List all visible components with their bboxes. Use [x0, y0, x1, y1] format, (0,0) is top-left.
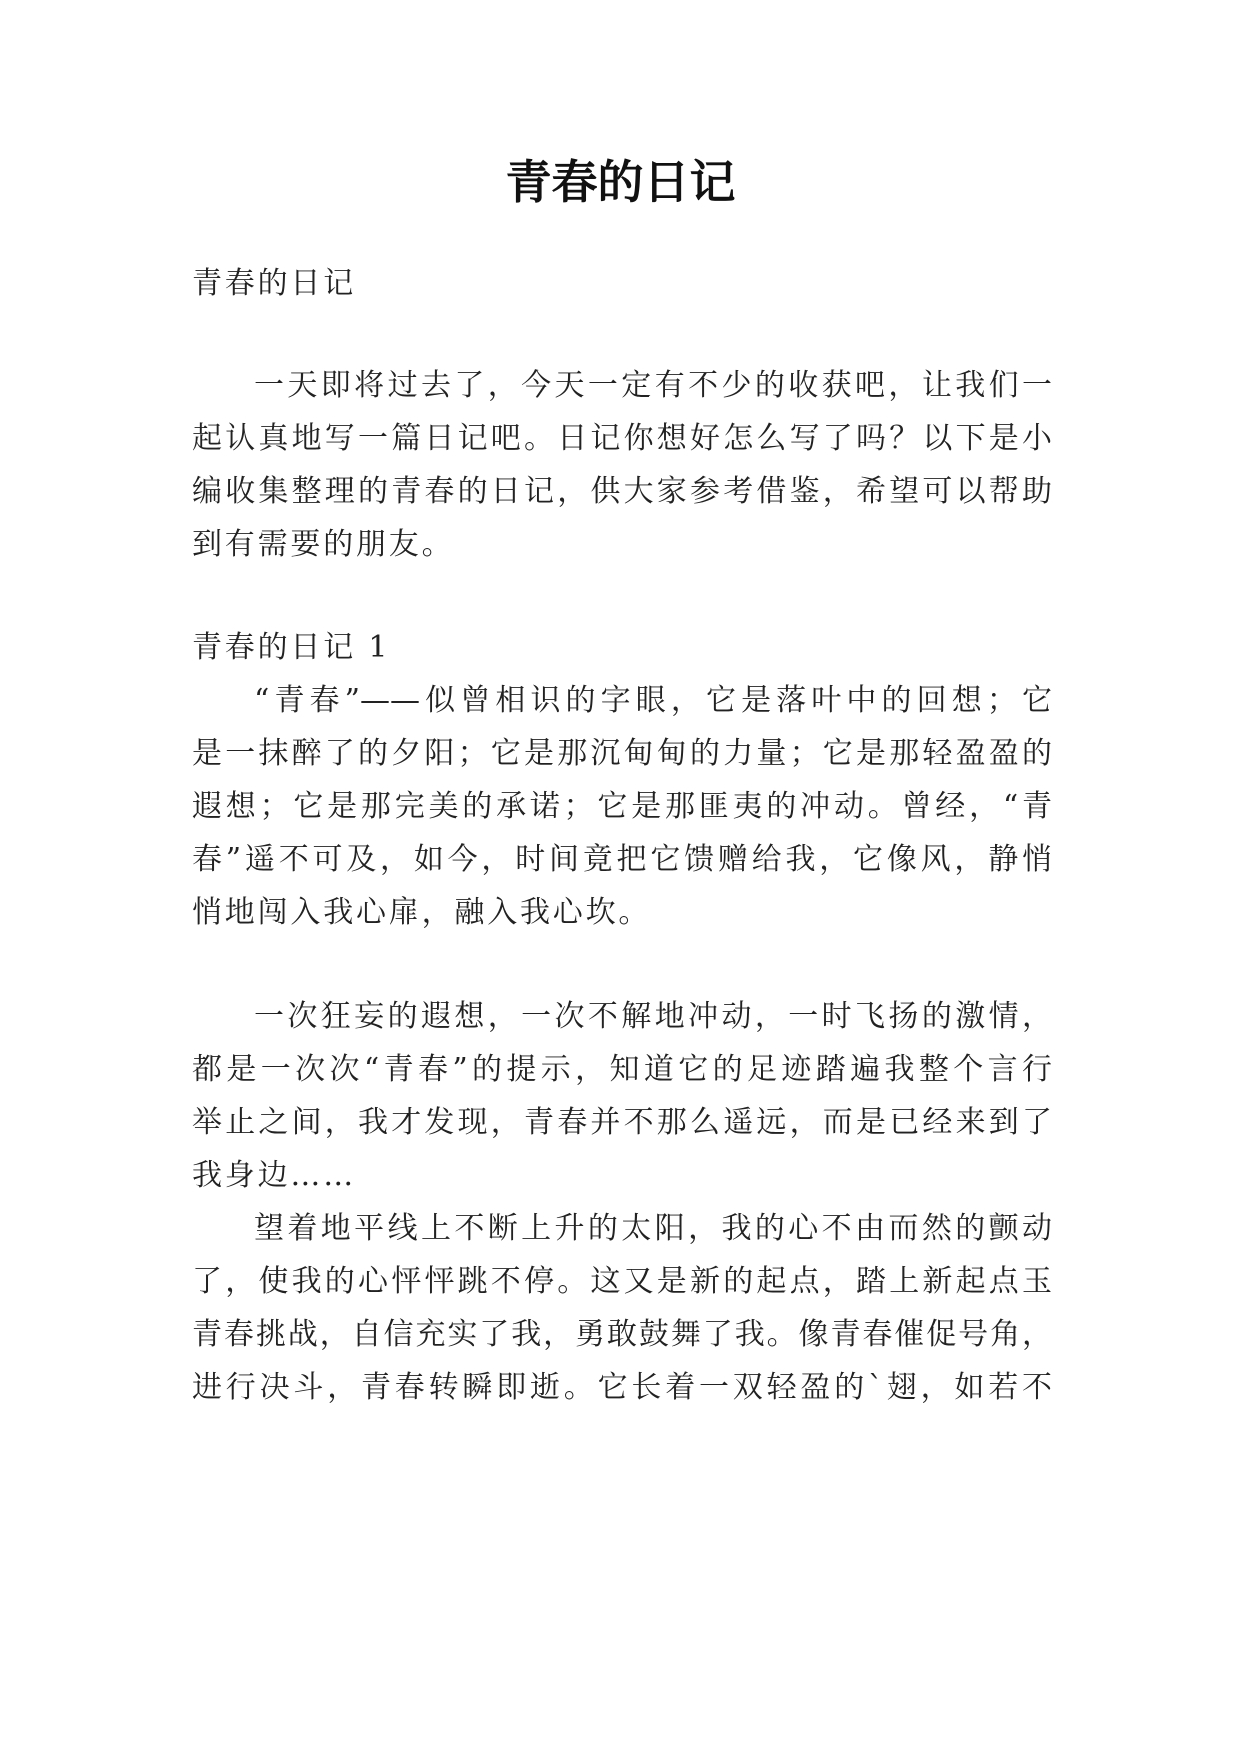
para2-line-3: 举止之间，我才发现，青春并不那么遥远，而是已经来到了 — [192, 1105, 1052, 1140]
para3-line-3: 青春挑战，自信充实了我，勇敢鼓舞了我。像青春催促号角， — [192, 1317, 1052, 1352]
intro-line-3: 编收集整理的青春的日记，供大家参考借鉴，希望可以帮助 — [192, 474, 1052, 509]
para3-line-1: 望着地平线上不断上升的太阳，我的心不由而然的颤动 — [254, 1211, 1052, 1246]
para3-line-4: 进行决斗，青春转瞬即逝。它长着一双轻盈的`翅，如若不 — [192, 1370, 1052, 1405]
section-heading-1: 青春的日记 1 — [192, 630, 391, 665]
para1-line-2: 是一抹醉了的夕阳；它是那沉甸甸的力量；它是那轻盈盈的 — [192, 736, 1052, 771]
para2-line-1: 一次狂妄的遐想，一次不解地冲动，一时飞扬的激情， — [254, 999, 1052, 1034]
para1-line-3: 遐想；它是那完美的承诺；它是那匪夷的冲动。曾经，“青 — [192, 789, 1052, 824]
para1-line-1: “青春”——似曾相识的字眼，它是落叶中的回想；它 — [254, 683, 1052, 718]
para2-line-2: 都是一次次“青春”的提示，知道它的足迹踏遍我整个言行 — [192, 1052, 1052, 1087]
para1-line-4: 春”遥不可及，如今，时间竟把它馈赠给我，它像风，静悄 — [192, 842, 1052, 877]
para1-line-5: 悄地闯入我心扉，融入我心坎。 — [192, 895, 652, 930]
subtitle-line: 青春的日记 — [192, 266, 356, 301]
para3-line-2: 了，使我的心怦怦跳不停。这又是新的起点，踏上新起点玉 — [192, 1264, 1052, 1299]
page-title: 青春的日记 — [505, 155, 736, 209]
intro-line-2: 起认真地写一篇日记吧。日记你想好怎么写了吗？以下是小 — [192, 421, 1052, 456]
intro-line-1: 一天即将过去了，今天一定有不少的收获吧，让我们一 — [254, 368, 1052, 403]
intro-line-4: 到有需要的朋友。 — [192, 527, 455, 562]
para2-line-4: 我身边…… — [192, 1158, 356, 1193]
